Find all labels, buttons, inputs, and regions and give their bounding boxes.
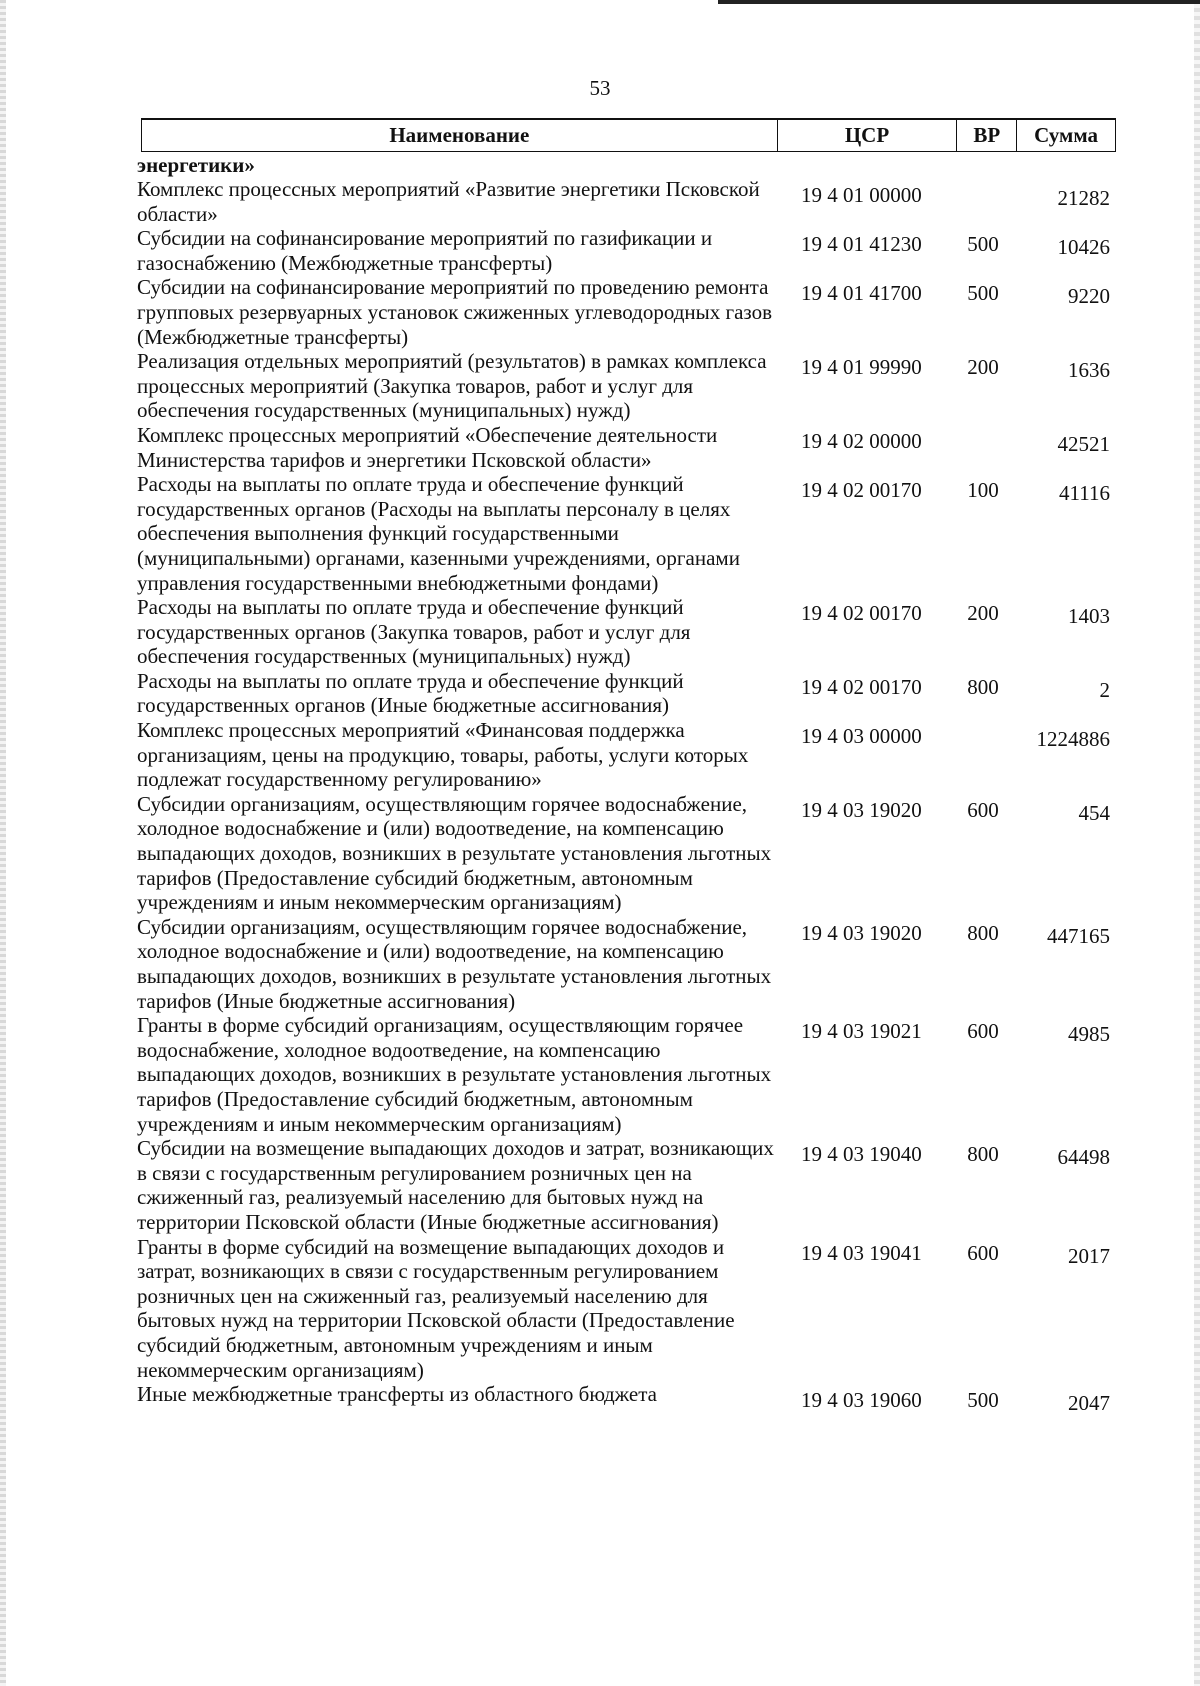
row-name: Реализация отдельных мероприятий (результатов) в рамках комплекса процессных мероприятий (Закупка товаров, работ и услуг для обеспечения государственных (муниципальных) нужд) bbox=[137, 349, 767, 423]
row-vr bbox=[953, 718, 1013, 792]
budget-table bbox=[137, 118, 1116, 1416]
row-vr bbox=[953, 177, 1013, 226]
row-name: Расходы на выплаты по оплате труда и обеспечение функций государственных органов (Иные бюджетные ассигнования) bbox=[137, 668, 684, 718]
row-vr bbox=[953, 423, 1013, 472]
table-row bbox=[137, 914, 1116, 1013]
row-csr: 19 4 03 19040 bbox=[801, 1142, 922, 1167]
row-vr: 800 bbox=[967, 674, 999, 699]
row-vr: 200 bbox=[967, 355, 999, 380]
header-csr: ЦСР bbox=[777, 120, 957, 151]
row-csr: 19 4 02 00170 bbox=[801, 478, 922, 503]
row-sum: 9220 bbox=[1068, 284, 1110, 309]
table-row bbox=[137, 422, 1116, 472]
table-row bbox=[137, 1136, 1116, 1234]
row-csr: 19 4 03 19041 bbox=[801, 1240, 922, 1265]
scan-left-edge bbox=[0, 0, 6, 1686]
row-name: Комплекс процессных мероприятий «Финансовая поддержка организациям, цены на продукцию, товары, работы, услуги которых подлежат государственному регулированию» bbox=[137, 718, 749, 792]
row-vr: 600 bbox=[967, 1240, 999, 1265]
table-row bbox=[137, 595, 1116, 669]
row-sum: 1636 bbox=[1068, 358, 1110, 383]
row-csr: 19 4 03 19020 bbox=[801, 920, 922, 945]
header-sum: Сумма bbox=[1016, 120, 1115, 151]
row-name: Расходы на выплаты по оплате труда и обеспечение функций государственных органов (Закупка товаров, работ и услуг для обеспечения государственных (муниципальных) нужд) bbox=[137, 595, 691, 669]
row-csr: 19 4 01 41230 bbox=[801, 232, 922, 257]
row-sum: 2017 bbox=[1068, 1243, 1110, 1268]
row-csr: 19 4 03 19060 bbox=[801, 1388, 922, 1413]
table-row bbox=[137, 275, 1116, 349]
row-vr: 200 bbox=[967, 601, 999, 626]
table-row bbox=[137, 1234, 1116, 1383]
table-row bbox=[137, 177, 1116, 226]
row-sum: 64498 bbox=[1057, 1145, 1110, 1170]
row-sum: 4985 bbox=[1068, 1022, 1110, 1047]
row-vr: 500 bbox=[967, 281, 999, 306]
row-sum: 1403 bbox=[1068, 604, 1110, 629]
row-name: Гранты в форме субсидий на возмещение выпадающих доходов и затрат, возникающих в связи с государственным регулированием розничных цен на сжиженный газ, реализуемый населению для бытовых нужд на территории Псковской области (Предоставление субсидий бюджетным, автономным учреждениям и иным некоммерческим организациям) bbox=[137, 1234, 735, 1382]
row-vr: 800 bbox=[967, 1142, 999, 1167]
row-sum: 21282 bbox=[1057, 186, 1110, 210]
row-csr: 19 4 03 19021 bbox=[801, 1019, 922, 1044]
row-sum: 2047 bbox=[1068, 1391, 1110, 1416]
scan-right-edge bbox=[1194, 0, 1200, 1686]
row-csr: 19 4 03 00000 bbox=[801, 724, 922, 749]
table-row bbox=[137, 668, 1116, 718]
scan-top-bar bbox=[718, 0, 1200, 4]
row-sum: 454 bbox=[1078, 800, 1110, 825]
row-name: Субсидии организациям, осуществляющим горячее водоснабжение, холодное водоснабжение и (или) водоотведение, на компенсацию выпадающих доходов, возникших в результате установления льготных тарифов (Предоставление субсидий бюджетным, автономным учреждениям и иным некоммерческим организациям) bbox=[137, 791, 772, 915]
row-vr: 100 bbox=[967, 478, 999, 503]
table-row bbox=[137, 226, 1116, 275]
page-number: 53 bbox=[589, 76, 611, 100]
table-row bbox=[137, 1382, 1116, 1416]
row-sum: 41116 bbox=[1059, 481, 1110, 506]
row-vr: 600 bbox=[967, 1019, 999, 1044]
row-csr: 19 4 01 99990 bbox=[801, 355, 922, 380]
row-sum: 10426 bbox=[1057, 235, 1110, 260]
table-row bbox=[137, 349, 1116, 423]
row-name: Субсидии на софинансирование мероприятий по проведению ремонта групповых резервуарных установок сжиженных углеводородных газов (Межбюджетные трансферты) bbox=[137, 275, 773, 349]
row-vr: 500 bbox=[967, 232, 999, 257]
table-row bbox=[137, 472, 1116, 595]
row-csr: 19 4 02 00170 bbox=[801, 601, 922, 626]
row-csr: 19 4 01 41700 bbox=[801, 281, 922, 306]
row-csr: 19 4 01 00000 bbox=[801, 183, 922, 207]
table-row bbox=[137, 718, 1116, 792]
table-body bbox=[137, 177, 1116, 1416]
table-row bbox=[137, 791, 1116, 915]
row-csr: 19 4 02 00170 bbox=[801, 674, 922, 699]
row-name: Комплекс процессных мероприятий «Развитие энергетики Псковской области» bbox=[137, 177, 760, 226]
row-vr: 600 bbox=[967, 797, 999, 822]
continued-row-text: энергетики» bbox=[137, 153, 255, 177]
row-name: Расходы на выплаты по оплате труда и обеспечение функций государственных органов (Расходы на выплаты персоналу в целях обеспечения выполнения функций государственными (муниципальными) органами, казенными учреждениями, органами управления государственными внебюджетными фондами) bbox=[137, 472, 740, 595]
row-name: Субсидии на софинансирование мероприятий по газификации и газоснабжению (Межбюджетные трансферты) bbox=[137, 226, 713, 275]
row-name: Субсидии на возмещение выпадающих доходов и затрат, возникающих в связи с государственным регулированием розничных цен на сжиженный газ, реализуемый населению для бытовых нужд на территории Псковской области (Иные бюджетные ассигнования) bbox=[137, 1136, 774, 1234]
row-name: Комплекс процессных мероприятий «Обеспечение деятельности Министерства тарифов и энергетики Псковской области» bbox=[137, 422, 718, 472]
table-header bbox=[141, 118, 1116, 152]
row-sum: 1224886 bbox=[1036, 727, 1110, 752]
table-row bbox=[137, 1013, 1116, 1136]
row-vr: 800 bbox=[967, 920, 999, 945]
row-csr: 19 4 02 00000 bbox=[801, 428, 922, 453]
row-sum: 2 bbox=[1099, 677, 1110, 702]
row-sum: 42521 bbox=[1057, 431, 1110, 456]
row-csr: 19 4 03 19020 bbox=[801, 797, 922, 822]
header-name: Наименование bbox=[389, 123, 530, 147]
row-sum: 447165 bbox=[1047, 923, 1110, 948]
row-name: Субсидии организациям, осуществляющим горячее водоснабжение, холодное водоснабжение и (или) водоотведение, на компенсацию выпадающих доходов, возникших в результате установления льготных тарифов (Иные бюджетные ассигнования) bbox=[137, 914, 772, 1013]
header-vr: ВР bbox=[956, 120, 1016, 151]
row-name: Гранты в форме субсидий организациям, осуществляющим горячее водоснабжение, холодное водоотведение, на компенсацию выпадающих доходов, возникших в результате установления льготных тарифов (Предоставление субсидий бюджетным, автономным учреждениям и иным некоммерческим организациям) bbox=[137, 1013, 772, 1136]
row-name: Иные межбюджетные трансферты из областного бюджета bbox=[137, 1382, 657, 1407]
row-vr: 500 bbox=[967, 1388, 999, 1413]
